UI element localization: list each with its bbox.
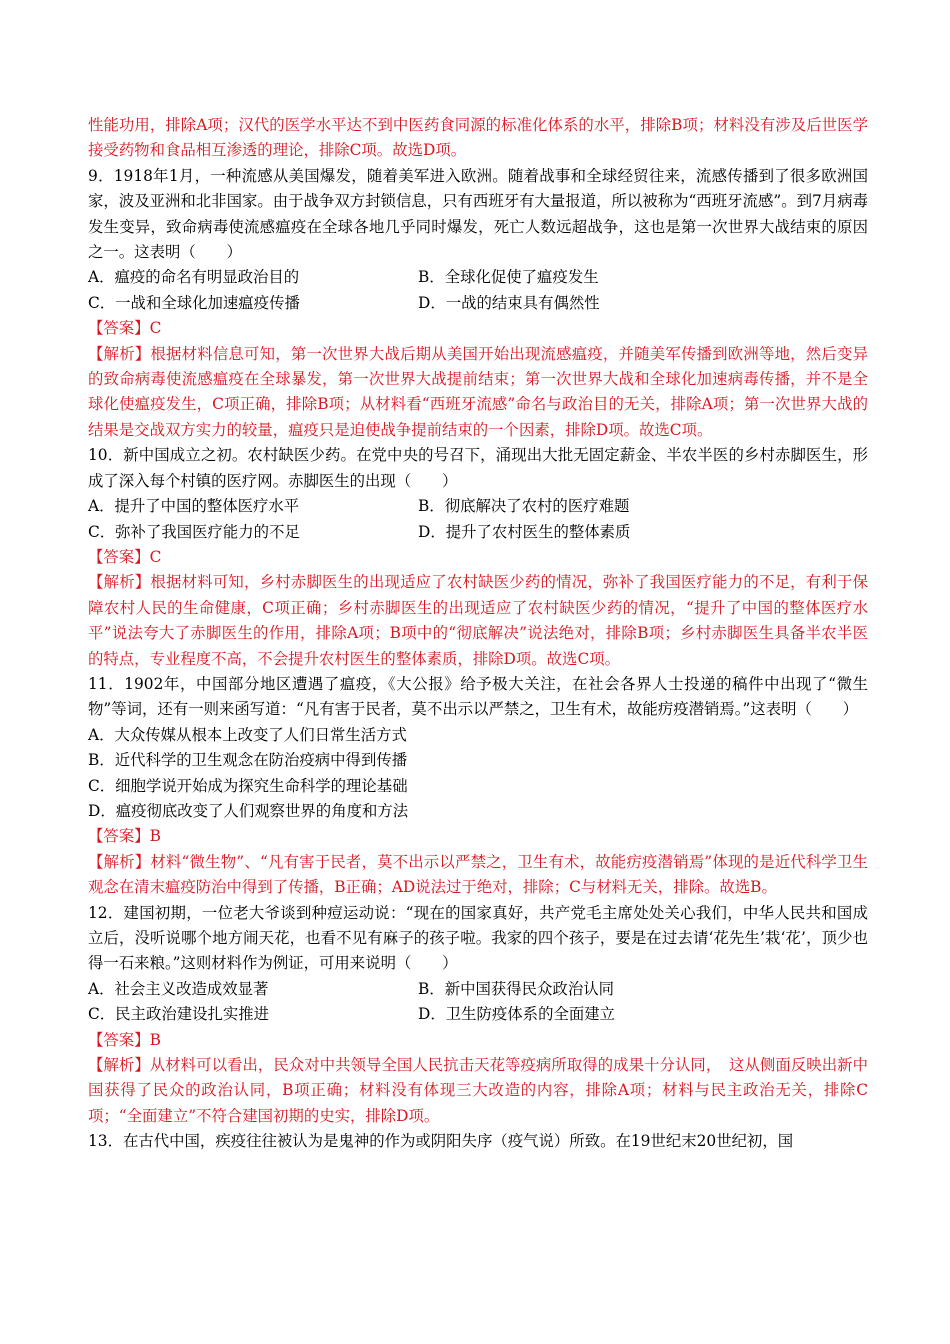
question-9-option-c: C．一战和全球化加速瘟疫传播 [88, 293, 300, 312]
question-12-explanation: 【解析】从材料可以看出，民众对中共领导全国人民抗击天花等疫病所取得的成果十分认同， 这从侧面反映出新中国获得了民众的政治认同，B项正确；材料没有体现三大改造的内容，排除A项；材料与民主政治无关，排除C项；“全面建立”不符合建国初期的史实，排除D项。 [88, 1056, 868, 1125]
question-9-options-row-1 [88, 265, 868, 290]
question-9-options-row-2 [88, 291, 868, 316]
question-9-stem: 9．1918年1月，一种流感从美国爆发，随着美军进入欧洲。随着战事和全球经贸往来，流感传播到了很多欧洲国家，波及亚洲和北非国家。由于战争双方封锁信息，只有西班牙有大量报道，所以被称为“西班牙流感”。到7月病毒发生变异，致命病毒使流感瘟疫在全球各地几乎同时爆发，死亡人数远超战争，这也是第一次世界大战结束的原因之一。这表明（ ） [88, 166, 868, 262]
question-12-option-a: A．社会主义改造成效显著 [88, 979, 269, 998]
question-12-option-d: D．卫生防疫体系的全面建立 [418, 1005, 616, 1024]
question-10-explanation: 【解析】根据材料可知，乡村赤脚医生的出现适应了农村缺医少药的情况，弥补了我国医疗能力的不足，有利于保障农村人民的生命健康，C项正确；乡村赤脚医生的出现适应了农村缺医少药的情况，“提升了中国的整体医疗水平”说法夸大了赤脚医生的作用，排除A项；B项中的“彻底解决”说法绝对，排除B项；乡村赤脚医生具备半农半医的特点，专业程度不高，不会提升农村医生的整体素质，排除D项。故选C项。 [88, 573, 868, 668]
question-9-option-d: D．一战的结束具有偶然性 [418, 293, 600, 312]
question-12-options-row-1 [88, 977, 868, 1002]
question-9-explanation: 【解析】根据材料信息可知，第一次世界大战后期从美国开始出现流感瘟疫，并随美军传播到欧洲等地，然后变异的致命病毒使流感瘟疫在全球暴发，第一次世界大战提前结束；第一次世界大战和全球化加速病毒传播，并不是全球化使瘟疫发生，C项正确，排除B项；从材料看“西班牙流感”命名与政治目的无关，排除A项；第一次世界大战的结果是交战双方实力的较量，瘟疫只是迫使战争提前结束的一个因素，排除D项。故选C项。 [88, 344, 868, 439]
question-10-stem: 10．新中国成立之初。农村缺医少药。在党中央的号召下，涌现出大批无固定薪金、半农半医的乡村赤脚医生，形成了深入每个村镇的医疗网。赤脚医生的出现（ ） [88, 446, 868, 490]
question-11-option-d: D．瘟疫彻底改变了人们观察世界的角度和方法 [88, 801, 409, 820]
question-9-answer: 【答案】C [88, 319, 162, 338]
question-10-answer: 【答案】C [88, 547, 162, 566]
question-9-option-a: A．瘟疫的命名有明显政治目的 [88, 268, 300, 287]
question-12-stem: 12．建国初期，一位老大爷谈到种痘运动说：“现在的国家真好，共产党毛主席处处关心我们，中华人民共和国成立后，没听说哪个地方闹天花，也看不见有麻子的孩子啦。我家的四个孩子，要是在过去请‘花先生’栽‘花’，顶少也得一石来粮。”这则材料作为例证，可用来说明（ ） [88, 903, 868, 973]
question-12-option-c: C．民主政治建设扎实推进 [88, 1005, 270, 1024]
question-12-answer: 【答案】B [88, 1030, 161, 1049]
question-11-option-a: A．大众传媒从根本上改变了人们日常生活方式 [88, 725, 407, 744]
question-10-options-row-1 [88, 494, 868, 519]
question-10-options-row-2 [88, 520, 868, 545]
question-11-stem: 11．1902年，中国部分地区遭遇了瘟疫，《大公报》给予极大关注，在社会各界人士投递的稿件中出现了“微生物”等词，还有一则来函写道：“凡有害于民者，莫不出示以严禁之，卫生有术，故能疠疫潜销焉。”这表明（ ） [88, 674, 868, 719]
question-10-option-b: B．彻底解决了农村的医疗难题 [418, 497, 630, 516]
question-10-option-c: C．弥补了我国医疗能力的不足 [88, 522, 300, 541]
question-12-option-b: B．新中国获得民众政治认同 [418, 979, 614, 998]
question-11-explanation: 【解析】材料“微生物”、“凡有害于民者，莫不出示以严禁之，卫生有术，故能疠疫潜销焉”体现的是近代科学卫生观念在清末瘟疫防治中得到了传播，B正确；AD说法过于绝对，排除；C与材料无关，排除。故选B。 [88, 852, 868, 897]
question-9-option-b: B．全球化促使了瘟疫发生 [418, 268, 599, 287]
question-13-stem: 13．在古代中国，疾疫往往被认为是鬼神的作为或阴阳失序（疫气说）所致。在19世纪末20世纪初，国 [88, 1132, 794, 1151]
question-12-options-row-2 [88, 1002, 868, 1027]
document-page [88, 113, 868, 1155]
question-10-option-d: D．提升了农村医生的整体素质 [418, 522, 631, 541]
question-11-option-c: C．细胞学说开始成为探究生命科学的理论基础 [88, 776, 408, 795]
explanation-q8-continued: 性能功用，排除A项；汉代的医学水平达不到中医药食同源的标准化体系的水平，排除B项；材料没有涉及后世医学接受药物和食品相互渗透的理论，排除C项。故选D项。 [88, 116, 868, 160]
question-11-option-b: B．近代科学的卫生观念在防治疫病中得到传播 [88, 751, 408, 770]
question-11-answer: 【答案】B [88, 827, 161, 846]
question-10-option-a: A．提升了中国的整体医疗水平 [88, 497, 300, 516]
